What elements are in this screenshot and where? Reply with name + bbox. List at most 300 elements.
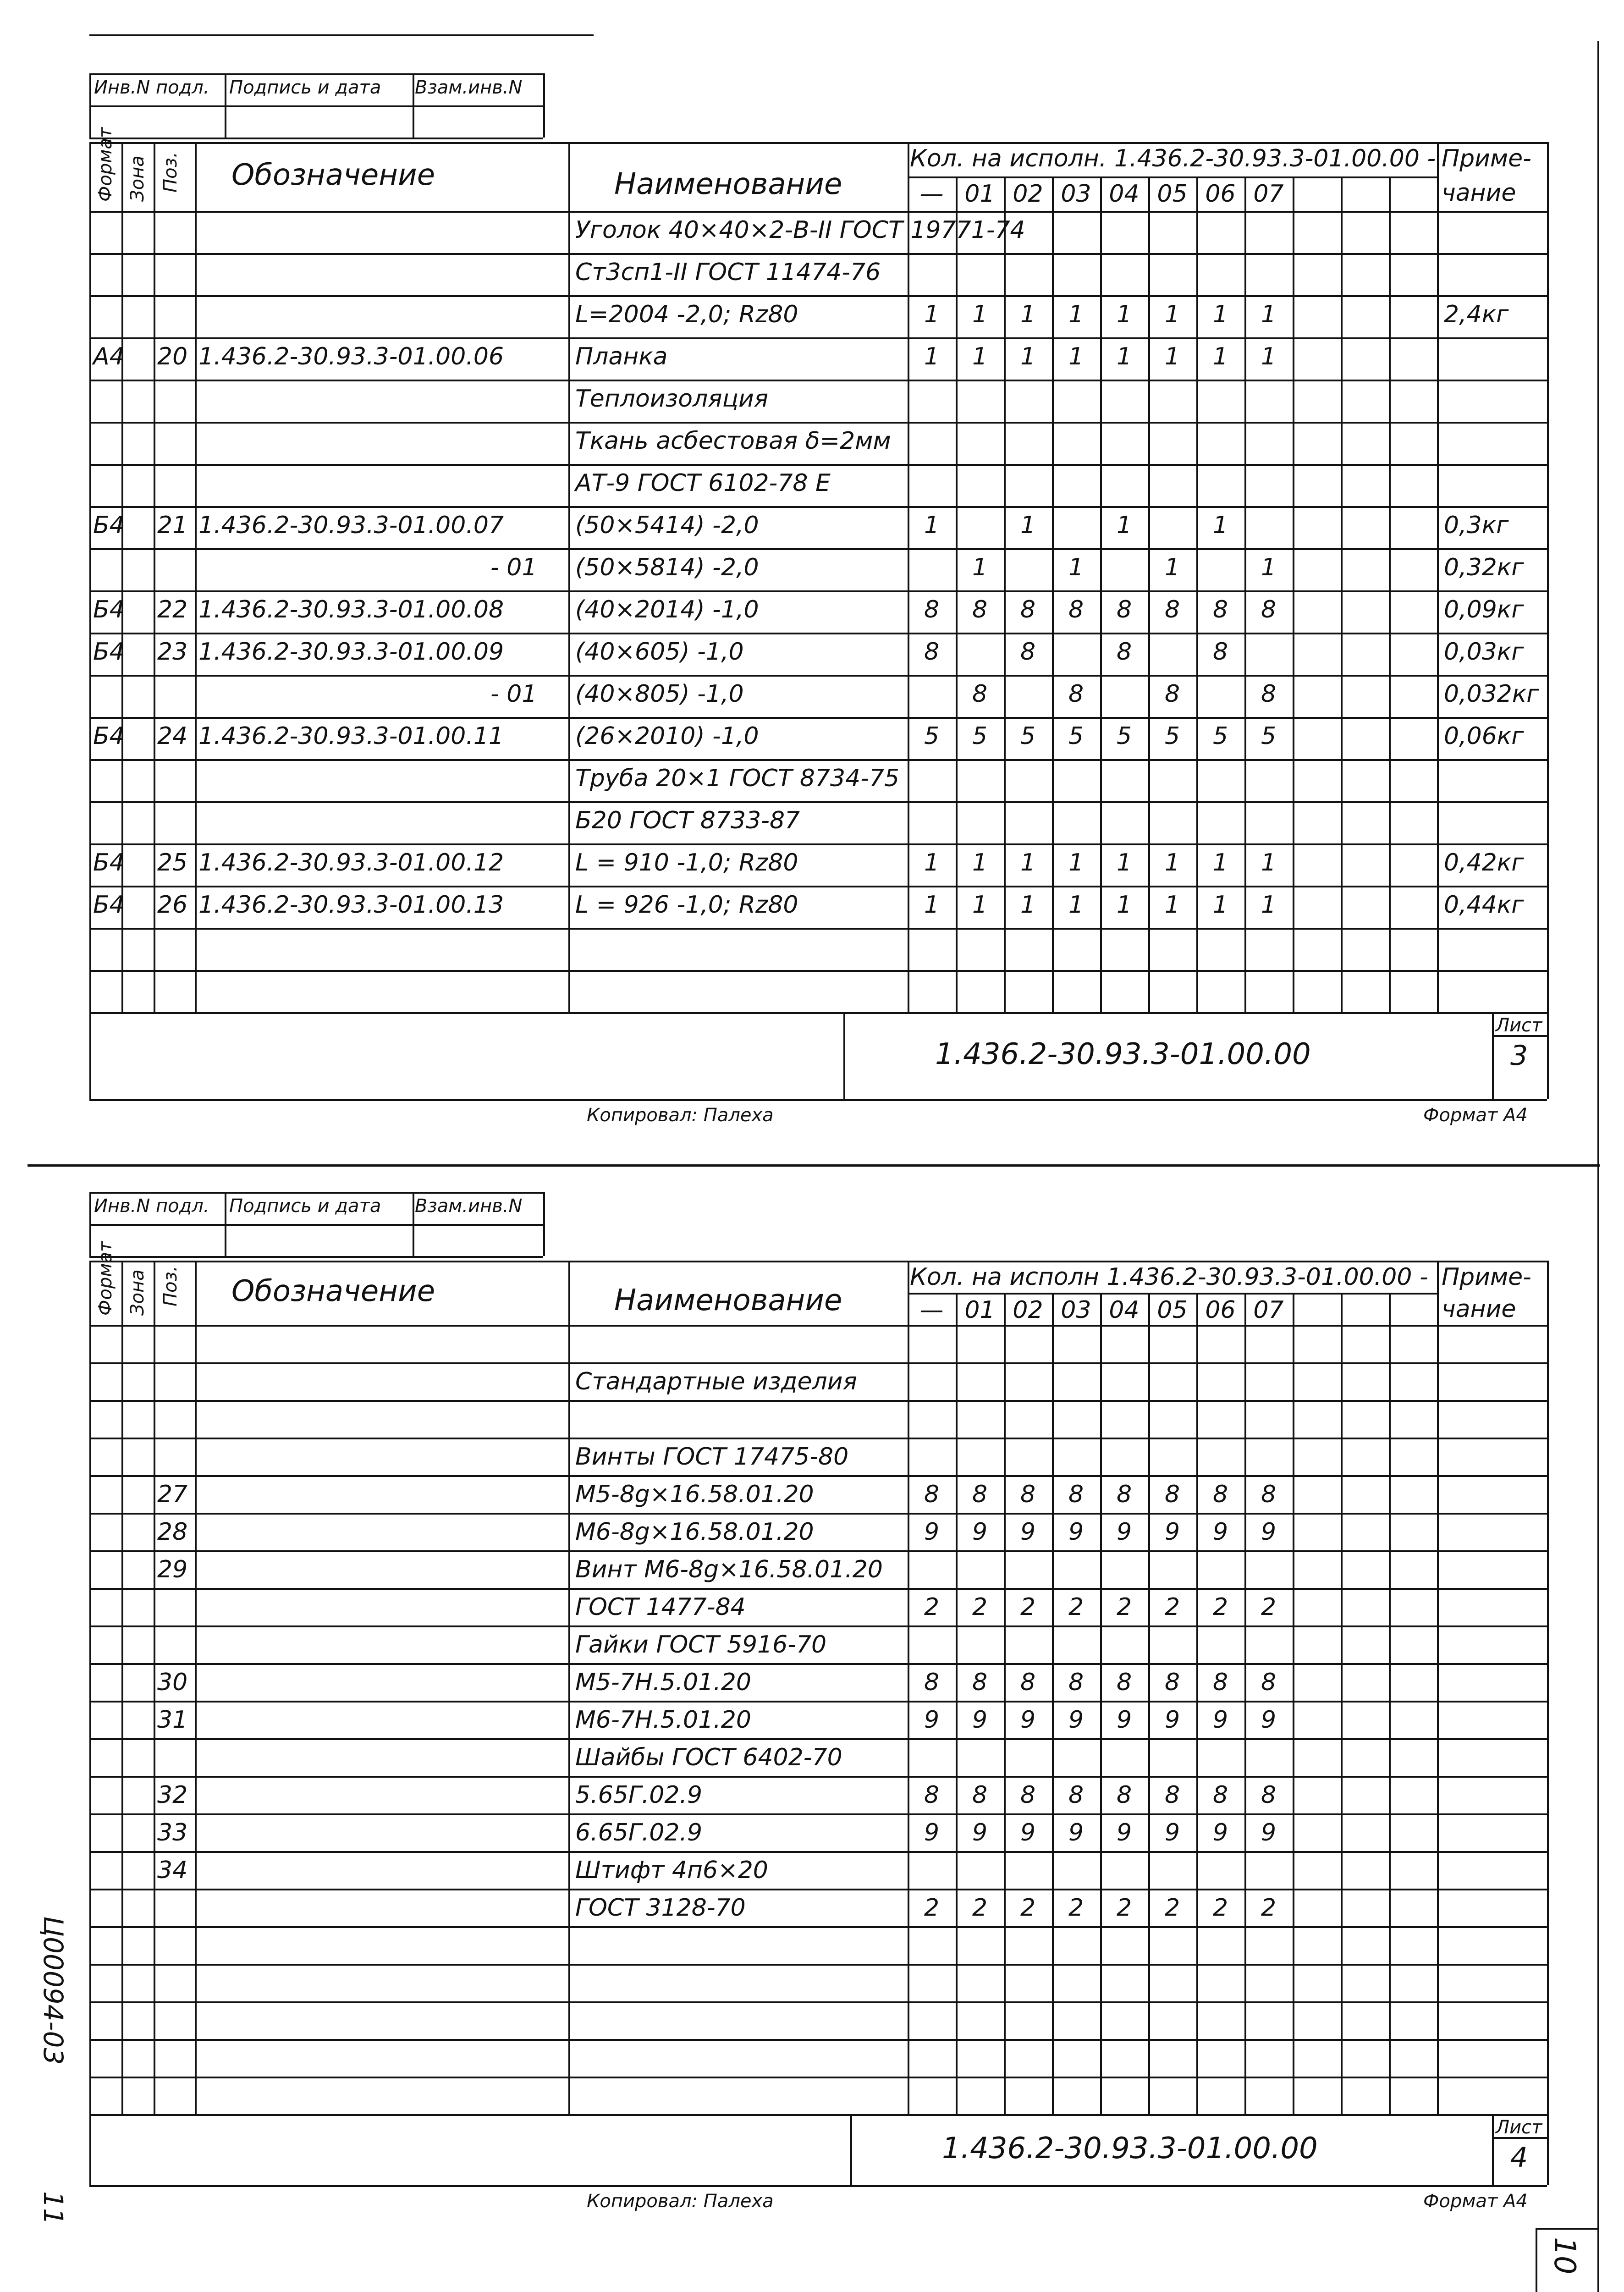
row-qty: 1 <box>1164 343 1180 370</box>
table-row-line <box>89 1625 1547 1627</box>
table-row-line <box>89 380 1547 381</box>
row-primechanie: 0,06кг <box>1444 722 1524 750</box>
row-qty: 8 <box>1068 680 1084 708</box>
row-qty: 8 <box>1116 638 1132 666</box>
inv-stamp-bottom <box>89 138 543 139</box>
row-naimenovanie: 5.65Г.02.9 <box>575 1781 703 1809</box>
row-oboznachenie: 1.436.2-30.93.3-01.00.09 <box>198 638 504 666</box>
variant-header-line <box>908 176 1437 178</box>
header-zona: Зона <box>127 1269 148 1316</box>
table-row-line <box>89 886 1547 887</box>
row-qty: 8 <box>1261 596 1277 623</box>
row-oboznachenie: 1.436.2-30.93.3-01.00.12 <box>198 849 504 876</box>
row-qty: 2 <box>972 1593 988 1621</box>
corner-box-left <box>1536 2228 1537 2292</box>
row-qty: 8 <box>1068 1481 1084 1508</box>
row-naimenovanie: (40×805) -1,0 <box>575 680 744 708</box>
podpis-data-label: Подпись и дата <box>229 77 381 98</box>
row-naimenovanie: ГОСТ 3128-70 <box>575 1894 746 1922</box>
col-line-2 <box>195 1261 197 2114</box>
row-qty: 8 <box>924 1481 940 1508</box>
row-naimenovanie: Стандартные изделия <box>575 1368 857 1395</box>
header-poz: Поз. <box>160 1266 181 1306</box>
row-naimenovanie: (40×605) -1,0 <box>575 638 744 666</box>
stamp-bottom-border <box>89 1099 1547 1101</box>
row-qty: 2 <box>924 1894 940 1922</box>
stamp-bottom-border <box>89 2185 1547 2187</box>
table-right-border <box>1547 1261 1549 2185</box>
inv-stamp-div2 <box>413 73 414 138</box>
row-poz: 25 <box>157 849 188 876</box>
header-kol-ispoln: Кол. на исполн 1.436.2-30.93.3-01.00.00 - <box>910 1263 1428 1291</box>
inv-stamp-left <box>89 1192 91 1256</box>
row-qty: 8 <box>1261 1781 1277 1809</box>
table-row-line <box>89 337 1547 339</box>
table-row-line <box>89 1738 1547 1740</box>
table-row-line <box>89 590 1547 592</box>
variant-col-line-8 <box>1293 1293 1294 2114</box>
table-row-line <box>89 422 1547 424</box>
variant-col-line-9 <box>1341 1293 1343 2114</box>
variant-header-3: 03 <box>1061 1296 1091 1324</box>
table-row-line <box>89 1926 1547 1928</box>
row-qty: 8 <box>1261 1669 1277 1696</box>
row-qty: 9 <box>924 1518 940 1546</box>
row-format: Б4 <box>93 722 125 750</box>
col-line-0 <box>121 142 123 1012</box>
inv-stamp-mid <box>89 105 543 107</box>
sheet-divider <box>28 1164 1600 1167</box>
row-qty: 8 <box>972 1669 988 1696</box>
row-qty: 2 <box>1068 1593 1084 1621</box>
row-qty: 1 <box>1261 554 1277 581</box>
header-zona: Зона <box>127 155 148 202</box>
row-qty: 5 <box>1068 722 1084 750</box>
col-line-3 <box>568 1261 570 2114</box>
col-line-3 <box>568 142 570 1012</box>
variant-header-6: 06 <box>1205 1296 1236 1324</box>
table-top-border <box>89 1261 1547 1262</box>
row-qty: 1 <box>1164 301 1180 328</box>
table-row-line <box>89 1513 1547 1515</box>
row-qty: 8 <box>924 596 940 623</box>
inv-stamp-div2 <box>413 1192 414 1256</box>
col-line-2 <box>195 142 197 1012</box>
row-qty: 2 <box>1212 1894 1228 1922</box>
table-row-line <box>89 1663 1547 1665</box>
variant-header-0: — <box>919 1296 944 1324</box>
copied-by: Копировал: Палеха <box>587 1105 774 1126</box>
row-qty: 8 <box>1020 1669 1036 1696</box>
row-poz: 31 <box>157 1706 188 1734</box>
row-qty: 2 <box>1164 1593 1180 1621</box>
row-primechanie: 2,4кг <box>1444 301 1509 328</box>
stamp-box-left <box>843 1012 845 1099</box>
variant-col-line-4 <box>1100 1293 1102 2114</box>
row-qty: 1 <box>1261 301 1277 328</box>
row-qty: 1 <box>1068 554 1084 581</box>
table-left-border <box>89 1261 91 2185</box>
row-format: Б4 <box>93 638 125 666</box>
row-qty: 1 <box>1020 512 1036 539</box>
row-poz: 20 <box>157 343 188 370</box>
row-qty: 8 <box>1261 680 1277 708</box>
col-line-1 <box>154 1261 155 2114</box>
row-naimenovanie: М6-8g×16.58.01.20 <box>575 1518 814 1546</box>
row-qty: 8 <box>972 1781 988 1809</box>
row-qty: 2 <box>1164 1894 1180 1922</box>
row-qty: 9 <box>972 1518 988 1546</box>
sheet-number: 3 <box>1510 1040 1528 1072</box>
row-qty: 9 <box>1068 1706 1084 1734</box>
col-line-1 <box>154 142 155 1012</box>
row-qty: 1 <box>1116 301 1132 328</box>
row-poz: 28 <box>157 1518 188 1546</box>
row-qty: 8 <box>1261 1481 1277 1508</box>
inv-stamp-div1 <box>225 73 226 138</box>
row-naimenovanie: Гайки ГОСТ 5916-70 <box>575 1631 827 1658</box>
row-qty: 1 <box>972 343 988 370</box>
row-oboznachenie: 1.436.2-30.93.3-01.00.06 <box>198 343 504 370</box>
row-qty: 5 <box>1116 722 1132 750</box>
row-qty: 8 <box>1068 1781 1084 1809</box>
row-qty: 8 <box>972 680 988 708</box>
row-qty: 8 <box>1212 638 1228 666</box>
row-qty: 9 <box>1116 1518 1132 1546</box>
row-qty: 1 <box>1116 849 1132 876</box>
row-qty: 2 <box>1212 1593 1228 1621</box>
table-row-line <box>89 801 1547 803</box>
row-qty: 8 <box>924 1669 940 1696</box>
corner-box-top <box>1536 2228 1597 2230</box>
table-row-line <box>89 1362 1547 1364</box>
row-oboznachenie: 1.436.2-30.93.3-01.00.07 <box>198 512 504 539</box>
row-qty: 1 <box>1020 301 1036 328</box>
row-qty: 1 <box>1212 849 1228 876</box>
row-qty: 9 <box>972 1706 988 1734</box>
row-qty: 2 <box>1116 1894 1132 1922</box>
row-qty: 1 <box>1212 343 1228 370</box>
row-qty: 8 <box>1020 638 1036 666</box>
table-row-line <box>89 1701 1547 1702</box>
header-format: Формат <box>95 1241 116 1316</box>
row-naimenovanie: Уголок 40×40×2-В-II ГОСТ 19771-74 <box>575 216 1025 244</box>
row-qty: 8 <box>1212 1781 1228 1809</box>
row-qty: 1 <box>1212 512 1228 539</box>
vzam-inv-label: Взам.инв.N <box>415 77 523 98</box>
row-oboznachenie: 1.436.2-30.93.3-01.00.08 <box>198 596 504 623</box>
row-qty: 1 <box>1116 343 1132 370</box>
row-qty: 1 <box>1261 849 1277 876</box>
row-qty: 2 <box>1020 1894 1036 1922</box>
row-qty: 1 <box>1164 891 1180 919</box>
row-qty: 9 <box>924 1819 940 1846</box>
inv-stamp-right <box>543 1192 545 1256</box>
table-row-line <box>89 2001 1547 2003</box>
row-qty: 1 <box>1068 301 1084 328</box>
row-qty: 1 <box>924 512 940 539</box>
table-row-line <box>89 2114 1547 2116</box>
variant-header-2: 02 <box>1013 180 1043 208</box>
inv-stamp-right <box>543 73 545 138</box>
row-qty: 9 <box>1068 1819 1084 1846</box>
table-row-line <box>89 295 1547 297</box>
table-row-line <box>89 1889 1547 1890</box>
table-row-line <box>89 1475 1547 1477</box>
row-qty: 9 <box>1020 1819 1036 1846</box>
row-qty: 2 <box>1020 1593 1036 1621</box>
row-qty: 1 <box>1068 849 1084 876</box>
row-naimenovanie: Ткань асбестовая δ=2мм <box>575 427 891 455</box>
row-qty: 8 <box>1020 1481 1036 1508</box>
row-qty: 9 <box>1020 1518 1036 1546</box>
table-row-line <box>89 1588 1547 1590</box>
header-oboznachenie: Обозначение <box>231 158 435 192</box>
row-qty: 9 <box>1261 1706 1277 1734</box>
row-qty: 5 <box>924 722 940 750</box>
variant-col-line-2 <box>1004 1293 1006 2114</box>
row-qty: 5 <box>1212 722 1228 750</box>
format-label: Формат А4 <box>1423 2191 1528 2212</box>
variant-col-line-5 <box>1148 1293 1150 2114</box>
row-naimenovanie: Ст3сп1-II ГОСТ 11474-76 <box>575 259 881 286</box>
row-poz: 22 <box>157 596 188 623</box>
row-qty: 5 <box>972 722 988 750</box>
variant-header-2: 02 <box>1013 1296 1043 1324</box>
variant-col-line-10 <box>1389 1293 1391 2114</box>
header-naimenovanie: Наименование <box>614 1284 842 1317</box>
row-qty: 8 <box>1068 596 1084 623</box>
row-qty: 2 <box>972 1894 988 1922</box>
row-qty: 1 <box>972 554 988 581</box>
table-row-line <box>89 675 1547 677</box>
row-naimenovanie: Штифт 4п6×20 <box>575 1857 768 1884</box>
row-qty: 1 <box>1068 891 1084 919</box>
row-qty: 9 <box>1164 1706 1180 1734</box>
row-qty: 2 <box>924 1593 940 1621</box>
table-row-line <box>89 2077 1547 2078</box>
variant-header-6: 06 <box>1205 180 1236 208</box>
sheet-number: 4 <box>1510 2142 1528 2174</box>
row-oboznachenie: - 01 <box>490 554 537 581</box>
sheet-label: Лист <box>1496 2117 1542 2138</box>
col-line-5 <box>1437 142 1439 1012</box>
table-row-line <box>89 970 1547 972</box>
row-qty: 8 <box>1164 1481 1180 1508</box>
row-naimenovanie: 6.65Г.02.9 <box>575 1819 703 1846</box>
inv-stamp-mid <box>89 1224 543 1226</box>
row-format: Б4 <box>93 512 125 539</box>
corner-page-number: 10 <box>1547 2237 1581 2275</box>
row-qty: 1 <box>924 891 940 919</box>
row-qty: 5 <box>1164 722 1180 750</box>
variant-header-1: 01 <box>964 1296 995 1324</box>
row-qty: 1 <box>972 849 988 876</box>
row-qty: 9 <box>1020 1706 1036 1734</box>
row-qty: 8 <box>1212 1669 1228 1696</box>
table-row-line <box>89 1012 1547 1014</box>
variant-header-4: 04 <box>1109 1296 1140 1324</box>
podpis-data-label: Подпись и дата <box>229 1196 381 1217</box>
row-qty: 2 <box>1261 1894 1277 1922</box>
header-format: Формат <box>95 127 116 202</box>
row-qty: 1 <box>1212 301 1228 328</box>
row-qty: 8 <box>1164 596 1180 623</box>
row-qty: 8 <box>1212 1481 1228 1508</box>
doc-number: 1.436.2-30.93.3-01.00.00 <box>942 2131 1318 2165</box>
sheet-top-rule <box>89 34 594 36</box>
row-naimenovanie: АТ-9 ГОСТ 6102-78 Е <box>575 469 831 497</box>
row-oboznachenie: 1.436.2-30.93.3-01.00.13 <box>198 891 504 919</box>
row-naimenovanie: ГОСТ 1477-84 <box>575 1593 746 1621</box>
table-row-line <box>89 548 1547 550</box>
sheet-box-left <box>1492 2114 1494 2185</box>
row-naimenovanie: L = 910 -1,0; Rz80 <box>575 849 798 876</box>
header-primechanie-2: чание <box>1442 1295 1516 1323</box>
row-naimenovanie: (50×5414) -2,0 <box>575 512 759 539</box>
row-qty: 2 <box>1068 1894 1084 1922</box>
row-qty: 8 <box>1116 1781 1132 1809</box>
row-qty: 1 <box>1068 343 1084 370</box>
row-qty: 1 <box>1116 512 1132 539</box>
row-qty: 1 <box>1164 554 1180 581</box>
table-top-border <box>89 142 1547 144</box>
row-qty: 8 <box>924 638 940 666</box>
header-bottom-border <box>89 211 1547 213</box>
row-qty: 8 <box>1020 596 1036 623</box>
inv-stamp-bottom <box>89 1256 543 1258</box>
table-right-border <box>1547 142 1549 1099</box>
col-line-5 <box>1437 1261 1439 2114</box>
row-qty: 5 <box>1261 722 1277 750</box>
row-poz: 26 <box>157 891 188 919</box>
table-left-border <box>89 142 91 1099</box>
variant-header-4: 04 <box>1109 180 1140 208</box>
row-qty: 8 <box>1212 596 1228 623</box>
row-naimenovanie: L=2004 -2,0; Rz80 <box>575 301 798 328</box>
table-row-line <box>89 759 1547 761</box>
row-qty: 1 <box>1020 891 1036 919</box>
row-qty: 1 <box>1164 849 1180 876</box>
margin-page-number: 11 <box>38 2191 69 2225</box>
table-row-line <box>89 1400 1547 1402</box>
header-primechanie-2: чание <box>1442 179 1516 207</box>
row-poz: 21 <box>157 512 188 539</box>
copied-by: Копировал: Палеха <box>587 2191 774 2212</box>
inv-stamp-div1 <box>225 1192 226 1256</box>
table-row-line <box>89 1550 1547 1552</box>
row-qty: 1 <box>1261 343 1277 370</box>
row-poz: 34 <box>157 1857 188 1884</box>
row-oboznachenie: 1.436.2-30.93.3-01.00.11 <box>198 722 504 750</box>
row-poz: 30 <box>157 1669 188 1696</box>
row-naimenovanie: М6-7Н.5.01.20 <box>575 1706 751 1734</box>
header-naimenovanie: Наименование <box>614 167 842 201</box>
row-format: Б4 <box>93 596 125 623</box>
row-qty: 8 <box>1116 1481 1132 1508</box>
row-poz: 23 <box>157 638 188 666</box>
row-poz: 33 <box>157 1819 188 1846</box>
inv-stamp-top <box>89 1192 543 1194</box>
row-qty: 9 <box>1212 1819 1228 1846</box>
row-qty: 9 <box>1116 1819 1132 1846</box>
row-naimenovanie: Шайбы ГОСТ 6402-70 <box>575 1744 842 1771</box>
inv-stamp-left <box>89 73 91 138</box>
table-row-line <box>89 843 1547 845</box>
row-qty: 8 <box>972 596 988 623</box>
table-row-line <box>89 506 1547 508</box>
row-primechanie: 0,42кг <box>1444 849 1524 876</box>
row-qty: 8 <box>1116 1669 1132 1696</box>
row-format: Б4 <box>93 849 125 876</box>
row-primechanie: 0,03кг <box>1444 638 1524 666</box>
row-qty: 9 <box>1261 1819 1277 1846</box>
row-qty: 9 <box>1261 1518 1277 1546</box>
sheet-2 <box>0 1164 1624 2292</box>
variant-header-7: 07 <box>1253 1296 1284 1324</box>
row-primechanie: 0,09кг <box>1444 596 1524 623</box>
sheet-box-left <box>1492 1012 1494 1099</box>
table-row-line <box>89 1438 1547 1439</box>
row-format: А4 <box>93 343 125 370</box>
sheet-label: Лист <box>1496 1015 1542 1036</box>
variant-header-1: 01 <box>964 180 995 208</box>
header-poz: Поз. <box>160 152 181 193</box>
row-poz: 24 <box>157 722 188 750</box>
row-qty: 1 <box>1212 891 1228 919</box>
row-naimenovanie: L = 926 -1,0; Rz80 <box>575 891 798 919</box>
row-qty: 9 <box>1116 1706 1132 1734</box>
table-row-line <box>89 1776 1547 1778</box>
row-oboznachenie: - 01 <box>490 680 537 708</box>
row-qty: 1 <box>1116 891 1132 919</box>
vzam-inv-label: Взам.инв.N <box>415 1196 523 1217</box>
variant-header-3: 03 <box>1061 180 1091 208</box>
variant-header-line <box>908 1293 1437 1295</box>
variant-header-0: — <box>919 180 944 208</box>
page-right-edge-bottom <box>1597 1167 1599 2292</box>
format-label: Формат А4 <box>1423 1105 1528 1126</box>
table-row-line <box>89 717 1547 719</box>
row-naimenovanie: Винты ГОСТ 17475-80 <box>575 1443 849 1471</box>
row-primechanie: 0,032кг <box>1444 680 1539 708</box>
row-qty: 9 <box>1164 1819 1180 1846</box>
inv-podl-label: Инв.N подл. <box>94 77 209 98</box>
table-row-line <box>89 928 1547 930</box>
row-qty: 8 <box>1116 596 1132 623</box>
col-line-4 <box>908 142 909 1012</box>
row-qty: 9 <box>1212 1518 1228 1546</box>
inv-podl-label: Инв.N подл. <box>94 1196 209 1217</box>
row-poz: 32 <box>157 1781 188 1809</box>
variant-col-line-3 <box>1052 1293 1054 2114</box>
header-primechanie-1: Приме- <box>1442 1263 1531 1291</box>
margin-code: Ц00094-03 <box>38 1916 69 2065</box>
row-qty: 8 <box>972 1481 988 1508</box>
header-kol-ispoln: Кол. на исполн. 1.436.2-30.93.3-01.00.00 - <box>910 145 1436 172</box>
header-oboznachenie: Обозначение <box>231 1274 435 1308</box>
table-row-line <box>89 633 1547 634</box>
table-row-line <box>89 1964 1547 1966</box>
row-qty: 1 <box>924 849 940 876</box>
row-qty: 9 <box>1164 1518 1180 1546</box>
row-qty: 8 <box>1164 1781 1180 1809</box>
row-qty: 9 <box>924 1706 940 1734</box>
row-poz: 27 <box>157 1481 188 1508</box>
variant-col-line-1 <box>956 1293 958 2114</box>
row-naimenovanie: (50×5814) -2,0 <box>575 554 759 581</box>
header-bottom-border <box>89 1325 1547 1327</box>
